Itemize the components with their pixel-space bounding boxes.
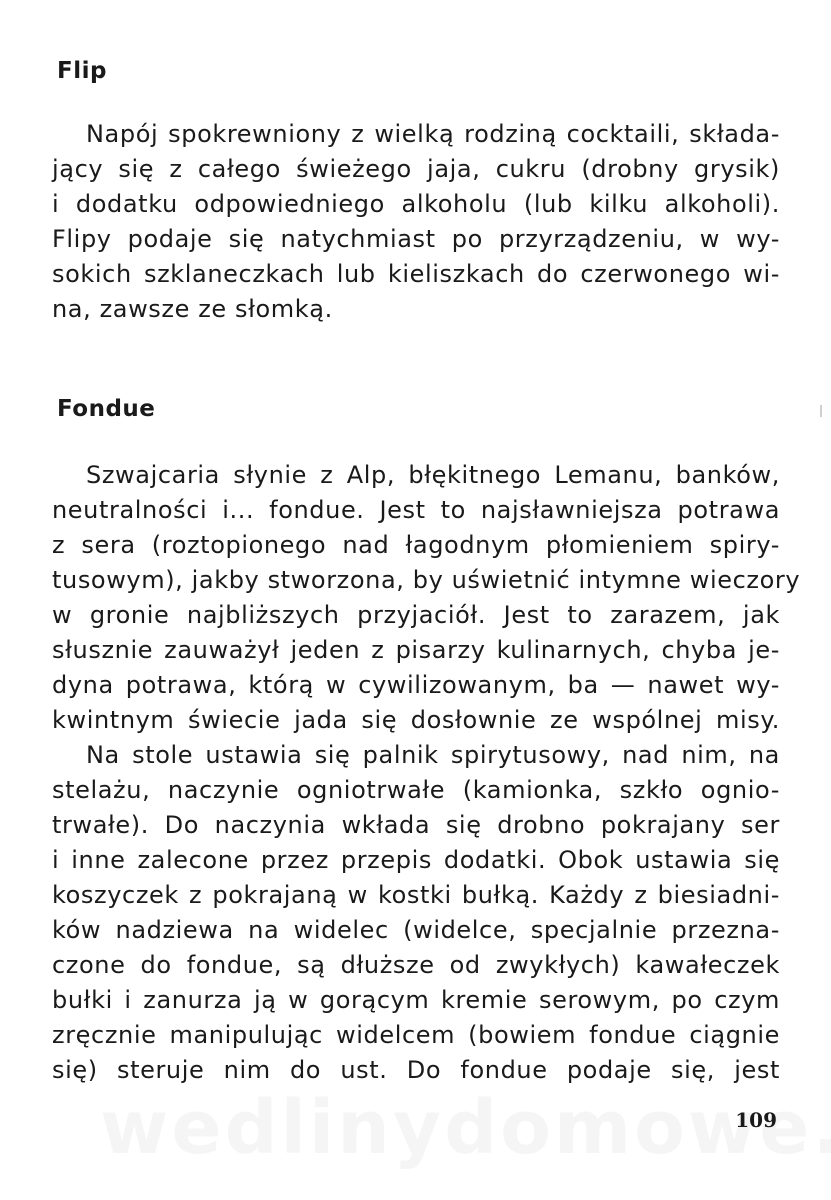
text-line: w gronie najbliższych przyjaciół. Jest to zarazem, jak xyxy=(52,601,780,629)
text-line: stelażu, naczynie ogniotrwałe (kamionka, szkło ognio- xyxy=(52,776,780,804)
text-line: Napój spokrewniony z wielką rodziną cocktaili, składa- xyxy=(86,120,780,148)
fondue-paragraph-1 xyxy=(52,458,801,738)
flip-paragraph xyxy=(52,117,780,327)
text-line: Na stole ustawia się palnik spirytusowy, nad nim, na xyxy=(86,741,780,769)
text-line: i dodatku odpowiedniego alkoholu (lub kilku alkoholi). xyxy=(52,190,780,218)
text-line: z sera (roztopionego nad łagodnym płomieniem spiry- xyxy=(52,531,780,559)
text-line: jący się z całego świeżego jaja, cukru (drobny grysik) xyxy=(52,155,780,183)
text-line: trwałe). Do naczynia wkłada się drobno pokrajany ser xyxy=(52,811,780,839)
text-line: Flipy podaje się natychmiast po przyrządzeniu, w wy- xyxy=(52,225,780,253)
text-line: się) steruje nim do ust. Do fondue podaje się, jest xyxy=(52,1056,780,1084)
text-line: bułki i zanurza ją w gorącym kremie serowym, po czym xyxy=(52,986,780,1014)
section-heading-flip: Flip xyxy=(57,58,107,84)
text-line: ków nadziewa na widelec (widelce, specjalnie przezna- xyxy=(52,916,780,944)
text-line: słusznie zauważył jeden z pisarzy kulinarnych, chyba je- xyxy=(52,636,780,664)
text-line: i inne zalecone przez przepis dodatki. Obok ustawia się xyxy=(52,846,780,874)
fondue-paragraph-2 xyxy=(52,738,780,1088)
page-number: 109 xyxy=(735,1108,777,1132)
text-line: kwintnym świecie jada się dosłownie ze wspólnej misy. xyxy=(52,706,780,734)
text-line: czone do fondue, są dłuższe od zwykłych) kawałeczek xyxy=(52,951,780,979)
text-line: zręcznie manipulując widelcem (bowiem fondue ciągnie xyxy=(52,1021,780,1049)
text-line: na, zawsze ze słomką. xyxy=(52,295,333,323)
text-line: tusowym), jakby stworzona, by uświetnić intymne wieczory xyxy=(52,566,801,594)
watermark xyxy=(100,1085,831,1171)
text-line: koszyczek z pokrajaną w kostki bułką. Każdy z biesiadni- xyxy=(52,881,780,909)
text-line: Szwajcaria słynie z Alp, błękitnego Lemanu, banków, xyxy=(86,461,780,489)
text-line: neutralności i... fondue. Jest to najsławniejsza potrawa xyxy=(52,496,780,524)
text-line: dyna potrawa, którą w cywilizowanym, ba — nawet wy- xyxy=(52,671,780,699)
text-line: sokich szklaneczkach lub kieliszkach do czerwonego wi- xyxy=(52,260,780,288)
scan-edge-mark xyxy=(820,405,822,417)
section-heading-fondue: Fondue xyxy=(57,396,156,422)
